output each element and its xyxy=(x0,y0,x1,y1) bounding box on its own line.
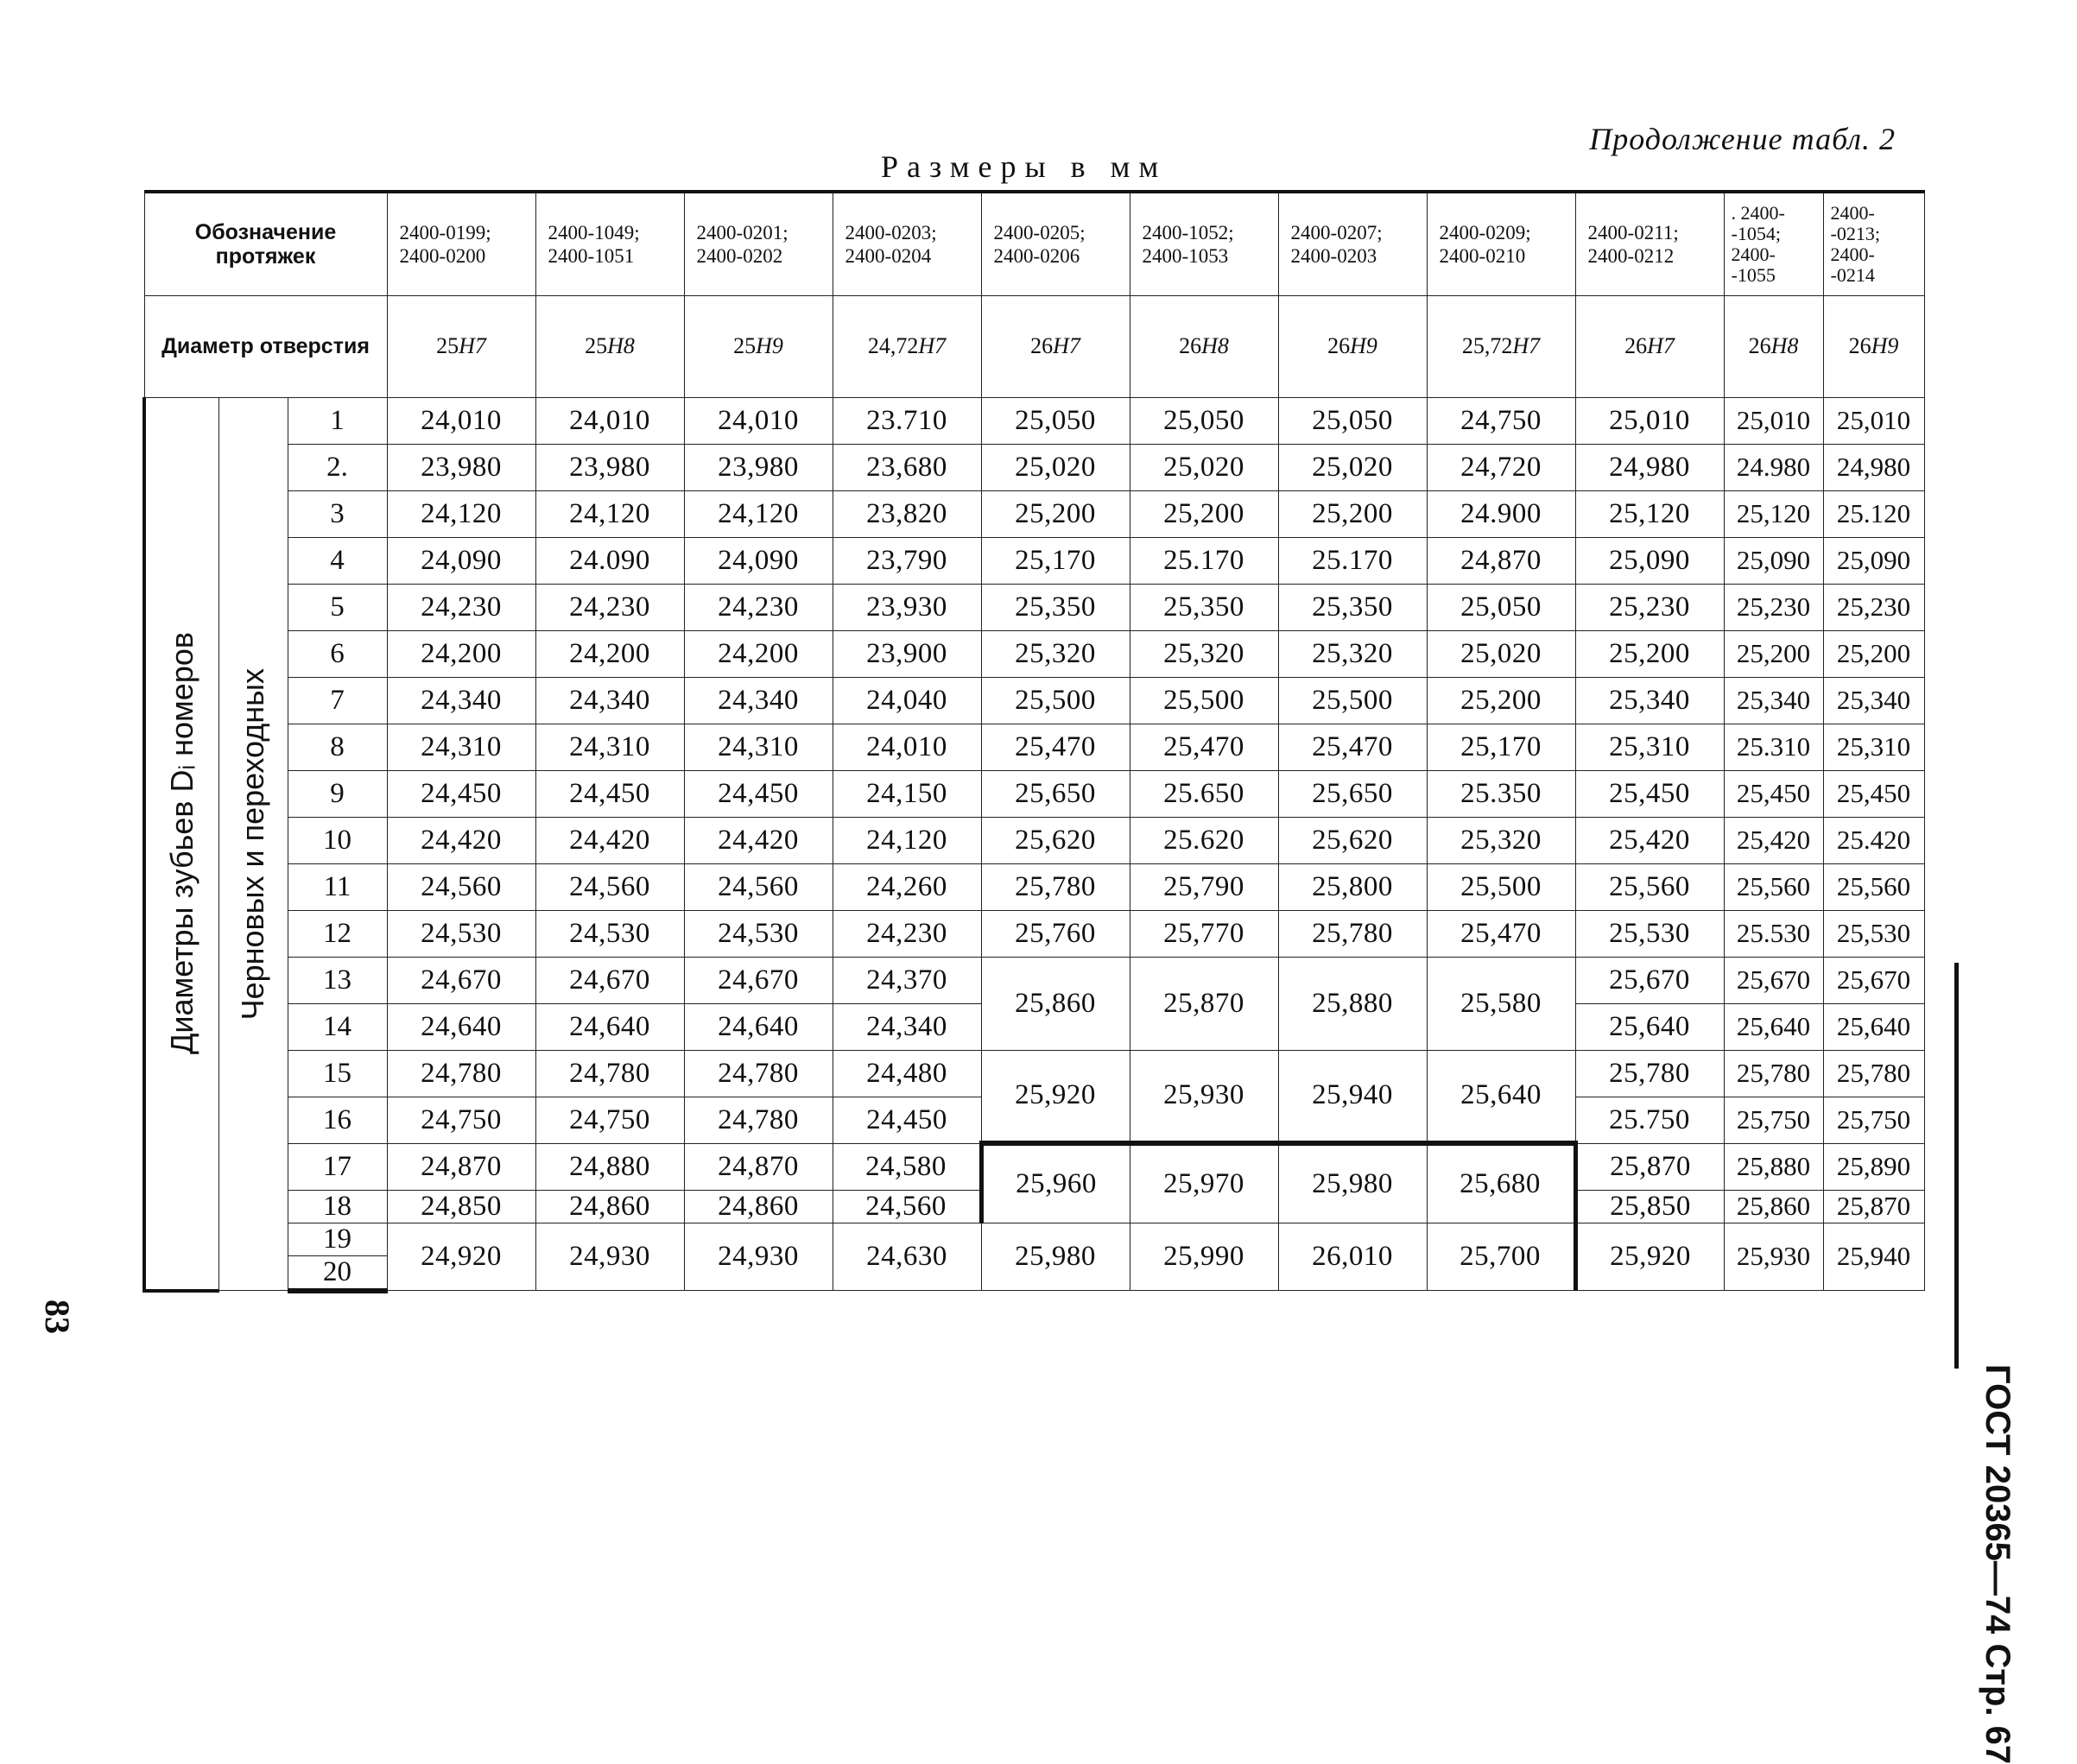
diameter-cell: 24,450 xyxy=(833,1097,981,1143)
tooth-number: 8 xyxy=(288,724,387,770)
hole-tolerance: 26H8 xyxy=(1724,295,1823,397)
diameter-cell-merged: 25,980 xyxy=(1278,1143,1427,1223)
diameter-cell: 25,340 xyxy=(1575,677,1724,724)
diameter-cell: 25,170 xyxy=(981,537,1130,584)
column-code: 2400- -0213; 2400- -0214 xyxy=(1823,192,1924,295)
group-label-outer xyxy=(144,397,218,1291)
diameter-cell: 24,560 xyxy=(535,863,684,910)
diameter-cell: 25,650 xyxy=(981,770,1130,817)
diameter-cell: 24,230 xyxy=(833,910,981,957)
diameter-cell: 25,470 xyxy=(981,724,1130,770)
table-row xyxy=(144,817,1924,863)
table-row xyxy=(144,1050,1924,1097)
tooth-number: 13 xyxy=(288,957,387,1003)
diameter-cell: 24,560 xyxy=(684,863,833,910)
diameter-cell: 25,940 xyxy=(1823,1223,1924,1291)
tooth-number: 11 xyxy=(288,863,387,910)
diameter-cell: 25,930 xyxy=(1724,1223,1823,1291)
diameter-cell: 25,010 xyxy=(1575,397,1724,444)
diameter-cell: 25,350 xyxy=(1278,584,1427,630)
diameter-cell: 24,480 xyxy=(833,1050,981,1097)
diameter-cell: 25.620 xyxy=(1130,817,1278,863)
diameter-cell: 25,120 xyxy=(1575,490,1724,537)
diameter-cell-merged: 25,640 xyxy=(1427,1050,1575,1143)
diameter-cell: 25,020 xyxy=(1278,444,1427,490)
dimensions-table xyxy=(142,190,1925,1293)
diameter-cell: 24,580 xyxy=(833,1143,981,1190)
diameter-cell: 24,090 xyxy=(387,537,535,584)
table-row xyxy=(144,724,1924,770)
table-body xyxy=(144,397,1924,1291)
diameter-cell: 25,780 xyxy=(1575,1050,1724,1097)
diameter-cell-merged: 25,970 xyxy=(1130,1143,1278,1223)
diameter-cell: 25,530 xyxy=(1823,910,1924,957)
diameter-cell: 24,450 xyxy=(535,770,684,817)
diameter-cell: 24,670 xyxy=(387,957,535,1003)
diameter-cell: 24,340 xyxy=(387,677,535,724)
diameter-cell: 24,120 xyxy=(833,817,981,863)
diameter-cell-merged: 25,960 xyxy=(981,1143,1130,1223)
column-code: 2400-0199; 2400-0200 xyxy=(387,192,535,295)
diameter-cell-merged: 25,870 xyxy=(1130,957,1278,1050)
diameter-cell: 24,920 xyxy=(387,1223,535,1291)
diameter-cell: 25,450 xyxy=(1823,770,1924,817)
diameter-cell: 25,780 xyxy=(1278,910,1427,957)
diameter-cell: 25,050 xyxy=(981,397,1130,444)
column-code: 2400-0205; 2400-0206 xyxy=(981,192,1130,295)
diameter-cell: 25,320 xyxy=(1130,630,1278,677)
table-row xyxy=(144,444,1924,490)
diameter-cell: 24,010 xyxy=(833,724,981,770)
diameter-cell: 25,760 xyxy=(981,910,1130,957)
diameter-cell: 24,200 xyxy=(535,630,684,677)
diameter-cell: 25,620 xyxy=(1278,817,1427,863)
diameter-cell: 24,120 xyxy=(387,490,535,537)
diameter-cell-merged: 25,700 xyxy=(1427,1223,1575,1291)
diameter-cell: 24,340 xyxy=(535,677,684,724)
hole-tolerance: 26H7 xyxy=(981,295,1130,397)
table-row xyxy=(144,490,1924,537)
table-row xyxy=(144,1143,1924,1190)
diameter-cell: 25,670 xyxy=(1823,957,1924,1003)
diameter-cell: 24,230 xyxy=(684,584,833,630)
diameter-cell: 24,260 xyxy=(833,863,981,910)
diameter-cell: 24,340 xyxy=(684,677,833,724)
diameter-cell-merged: 25,980 xyxy=(981,1223,1130,1291)
column-code: 2400-0211; 2400-0212 xyxy=(1575,192,1724,295)
diameter-cell: 25,640 xyxy=(1823,1003,1924,1050)
diameter-cell: 24,090 xyxy=(684,537,833,584)
diameter-cell: 24,370 xyxy=(833,957,981,1003)
column-code: 2400-0209; 2400-0210 xyxy=(1427,192,1575,295)
column-code: 2400-0207; 2400-0203 xyxy=(1278,192,1427,295)
diameter-cell: 25,320 xyxy=(1278,630,1427,677)
diameter-cell: 23.710 xyxy=(833,397,981,444)
diameter-cell: 25.170 xyxy=(1278,537,1427,584)
diameter-cell: 25.310 xyxy=(1724,724,1823,770)
diameter-cell: 24,230 xyxy=(387,584,535,630)
diameter-cell: 24,200 xyxy=(387,630,535,677)
diameter-cell-merged: 25,880 xyxy=(1278,957,1427,1050)
diameter-cell: 25,560 xyxy=(1823,863,1924,910)
diameter-cell-merged: 25,680 xyxy=(1427,1143,1575,1223)
diameter-cell: 25,500 xyxy=(1278,677,1427,724)
diameter-cell: 25,230 xyxy=(1575,584,1724,630)
tooth-number: 6 xyxy=(288,630,387,677)
diameter-cell: 24,640 xyxy=(684,1003,833,1050)
diameter-cell: 24,640 xyxy=(387,1003,535,1050)
diameter-cell: 25,200 xyxy=(1823,630,1924,677)
diameter-cell: 24,880 xyxy=(535,1143,684,1190)
hole-tolerance: 25H9 xyxy=(684,295,833,397)
diameter-cell: 25,650 xyxy=(1278,770,1427,817)
diameter-cell-merged: 25,940 xyxy=(1278,1050,1427,1143)
side-title-rule xyxy=(1954,963,1959,1369)
hole-tolerance: 26H9 xyxy=(1278,295,1427,397)
diameter-cell: 24,530 xyxy=(535,910,684,957)
diameter-cell: 24,780 xyxy=(387,1050,535,1097)
diameter-cell: 24,420 xyxy=(387,817,535,863)
diameter-cell: 25,200 xyxy=(1427,677,1575,724)
diameter-cell-merged: 26,010 xyxy=(1278,1223,1427,1291)
table-row xyxy=(144,630,1924,677)
column-code: 2400-0203; 2400-0204 xyxy=(833,192,981,295)
diameter-cell: 24,420 xyxy=(684,817,833,863)
diameter-row xyxy=(144,295,1924,397)
diameter-cell: 24,530 xyxy=(684,910,833,957)
diameter-cell: 25,350 xyxy=(1130,584,1278,630)
diameter-cell: 25,800 xyxy=(1278,863,1427,910)
diameter-cell: 24,010 xyxy=(535,397,684,444)
column-code: 2400-0201; 2400-0202 xyxy=(684,192,833,295)
diameter-cell: 24,780 xyxy=(684,1050,833,1097)
diameter-cell: 25,050 xyxy=(1427,584,1575,630)
diameter-cell: 25,670 xyxy=(1724,957,1823,1003)
diameter-cell: 25,470 xyxy=(1278,724,1427,770)
diameter-cell: 24,980 xyxy=(1575,444,1724,490)
diameter-cell: 24,310 xyxy=(684,724,833,770)
diameter-cell: 23,930 xyxy=(833,584,981,630)
diameter-cell: 24,780 xyxy=(535,1050,684,1097)
diameter-cell: 24,980 xyxy=(1823,444,1924,490)
diameter-cell: 25.170 xyxy=(1130,537,1278,584)
diameter-cell: 24,670 xyxy=(535,957,684,1003)
hole-tolerance: 26H8 xyxy=(1130,295,1278,397)
tooth-number: 7 xyxy=(288,677,387,724)
diameter-cell: 24,560 xyxy=(387,863,535,910)
diameter-cell: 24,120 xyxy=(535,490,684,537)
diameter-cell: 25,340 xyxy=(1823,677,1924,724)
diameter-cell: 25,200 xyxy=(1724,630,1823,677)
diameter-cell: 25,770 xyxy=(1130,910,1278,957)
table-row xyxy=(144,677,1924,724)
designation-row xyxy=(144,192,1924,295)
diameter-cell: 25,090 xyxy=(1724,537,1823,584)
table-row xyxy=(144,397,1924,444)
tooth-number: 19 xyxy=(288,1223,387,1255)
diameter-cell: 25,320 xyxy=(981,630,1130,677)
diameter-cell: 24,750 xyxy=(387,1097,535,1143)
diameter-cell: 25,750 xyxy=(1823,1097,1924,1143)
diameter-cell-merged: 25,920 xyxy=(981,1050,1130,1143)
diameter-cell: 25,170 xyxy=(1427,724,1575,770)
tooth-number: 3 xyxy=(288,490,387,537)
diameter-cell: 24,750 xyxy=(535,1097,684,1143)
hole-tolerance: 24,72H7 xyxy=(833,295,981,397)
diameter-cell: 25,420 xyxy=(1724,817,1823,863)
diameter-cell: 23,680 xyxy=(833,444,981,490)
diameter-cell-merged: 25,580 xyxy=(1427,957,1575,1050)
group-label-inner xyxy=(218,397,288,1291)
tooth-number: 12 xyxy=(288,910,387,957)
diameter-cell: 25,340 xyxy=(1724,677,1823,724)
diameter-cell: 25,200 xyxy=(1575,630,1724,677)
header-designation: Обозначение протяжек xyxy=(144,192,387,295)
diameter-cell: 23,980 xyxy=(535,444,684,490)
table-row xyxy=(144,1223,1924,1255)
diameter-cell: 25,090 xyxy=(1823,537,1924,584)
diameter-cell: 25,470 xyxy=(1427,910,1575,957)
diameter-cell: 24,750 xyxy=(1427,397,1575,444)
diameter-cell: 24,310 xyxy=(535,724,684,770)
diameter-cell: 24,720 xyxy=(1427,444,1575,490)
diameter-cell: 25,320 xyxy=(1427,817,1575,863)
tooth-number: 10 xyxy=(288,817,387,863)
diameter-cell: 25,870 xyxy=(1575,1143,1724,1190)
diameter-cell: 25,620 xyxy=(981,817,1130,863)
diameter-cell: 24,860 xyxy=(684,1190,833,1223)
group-outer-text: Диаметры зубьев Dᵢ номеров xyxy=(163,631,199,1054)
tooth-number: 16 xyxy=(288,1097,387,1143)
diameter-cell: 25,230 xyxy=(1823,584,1924,630)
diameter-cell: 25,880 xyxy=(1724,1143,1823,1190)
diameter-cell: 25,870 xyxy=(1823,1190,1924,1223)
diameter-cell: 23,980 xyxy=(684,444,833,490)
diameter-cell: 25.650 xyxy=(1130,770,1278,817)
diameter-cell: 25,020 xyxy=(1130,444,1278,490)
diameter-cell: 25,860 xyxy=(1724,1190,1823,1223)
diameter-cell: 25,780 xyxy=(1823,1050,1924,1097)
diameter-cell: 25,530 xyxy=(1575,910,1724,957)
diameter-cell: 25,780 xyxy=(1724,1050,1823,1097)
diameter-cell: 24,450 xyxy=(387,770,535,817)
side-title: ГОСТ 20365—74 Стр. 67 xyxy=(1979,1364,2017,1764)
diameter-cell: 24,870 xyxy=(684,1143,833,1190)
diameter-cell: 25,050 xyxy=(1278,397,1427,444)
hole-tolerance: 26H9 xyxy=(1823,295,1924,397)
tooth-number: 2. xyxy=(288,444,387,490)
diameter-cell: 24.900 xyxy=(1427,490,1575,537)
diameter-cell: 24,450 xyxy=(684,770,833,817)
diameter-cell: 25.420 xyxy=(1823,817,1924,863)
diameter-cell: 24,040 xyxy=(833,677,981,724)
diameter-cell: 25,890 xyxy=(1823,1143,1924,1190)
diameter-cell: 24,640 xyxy=(535,1003,684,1050)
diameter-cell: 24,010 xyxy=(684,397,833,444)
diameter-cell: 24,780 xyxy=(684,1097,833,1143)
hole-tolerance: 26H7 xyxy=(1575,295,1724,397)
diameter-cell-merged: 25,860 xyxy=(981,957,1130,1050)
diameter-cell: 23,820 xyxy=(833,490,981,537)
diameter-cell: 25,200 xyxy=(1278,490,1427,537)
tooth-number: 17 xyxy=(288,1143,387,1190)
tooth-number: 1 xyxy=(288,397,387,444)
diameter-cell: 25,310 xyxy=(1823,724,1924,770)
diameter-cell: 23,980 xyxy=(387,444,535,490)
page-number: 83 xyxy=(38,1299,77,1334)
tooth-number: 14 xyxy=(288,1003,387,1050)
tooth-number: 15 xyxy=(288,1050,387,1097)
diameter-cell: 24,150 xyxy=(833,770,981,817)
table-row xyxy=(144,584,1924,630)
diameter-cell: 24,630 xyxy=(833,1223,981,1291)
diameter-cell: 25,010 xyxy=(1823,397,1924,444)
diameter-cell: 23,900 xyxy=(833,630,981,677)
diameter-cell: 25,450 xyxy=(1575,770,1724,817)
diameter-cell: 24,870 xyxy=(387,1143,535,1190)
diameter-cell: 25,560 xyxy=(1575,863,1724,910)
tooth-number: 9 xyxy=(288,770,387,817)
diameter-cell: 24,120 xyxy=(684,490,833,537)
diameter-cell: 25,750 xyxy=(1724,1097,1823,1143)
diameter-cell: 24,530 xyxy=(387,910,535,957)
diameter-cell: 25,470 xyxy=(1130,724,1278,770)
diameter-cell: 24,310 xyxy=(387,724,535,770)
table-row xyxy=(144,910,1924,957)
diameter-cell: 24.090 xyxy=(535,537,684,584)
hole-tolerance: 25H8 xyxy=(535,295,684,397)
table-row xyxy=(144,863,1924,910)
diameter-cell: 25.750 xyxy=(1575,1097,1724,1143)
table-row xyxy=(144,537,1924,584)
diameter-cell: 25,020 xyxy=(981,444,1130,490)
diameter-cell: 25,230 xyxy=(1724,584,1823,630)
diameter-cell: 25,200 xyxy=(1130,490,1278,537)
diameter-cell: 24,340 xyxy=(833,1003,981,1050)
diameter-cell: 24,860 xyxy=(535,1190,684,1223)
diameter-cell: 25,200 xyxy=(981,490,1130,537)
tooth-number: 4 xyxy=(288,537,387,584)
diameter-cell: 25,050 xyxy=(1130,397,1278,444)
diameter-cell: 25,450 xyxy=(1724,770,1823,817)
diameter-cell: 25,560 xyxy=(1724,863,1823,910)
diameter-cell: 25,640 xyxy=(1724,1003,1823,1050)
diameter-cell: 24,870 xyxy=(1427,537,1575,584)
diameter-cell: 24,010 xyxy=(387,397,535,444)
diameter-cell: 25,500 xyxy=(1130,677,1278,724)
diameter-cell: 25.350 xyxy=(1427,770,1575,817)
hole-tolerance: 25,72H7 xyxy=(1427,295,1575,397)
diameter-cell: 25,780 xyxy=(981,863,1130,910)
diameter-cell: 25,500 xyxy=(1427,863,1575,910)
column-code: 2400-1052; 2400-1053 xyxy=(1130,192,1278,295)
diameter-cell: 25,090 xyxy=(1575,537,1724,584)
diameter-cell: 25,420 xyxy=(1575,817,1724,863)
diameter-cell: 24,200 xyxy=(684,630,833,677)
diameter-cell: 25,850 xyxy=(1575,1190,1724,1223)
tooth-number: 20 xyxy=(288,1255,387,1291)
diameter-cell: 25.120 xyxy=(1823,490,1924,537)
diameter-cell: 24,670 xyxy=(684,957,833,1003)
diameter-cell-merged: 25,930 xyxy=(1130,1050,1278,1143)
diameter-cell: 24,560 xyxy=(833,1190,981,1223)
diameter-cell: 25,790 xyxy=(1130,863,1278,910)
diameter-cell: 24,850 xyxy=(387,1190,535,1223)
diameter-cell: 25,020 xyxy=(1427,630,1575,677)
diameter-cell: 25.530 xyxy=(1724,910,1823,957)
tooth-number: 5 xyxy=(288,584,387,630)
column-code: 2400-1049; 2400-1051 xyxy=(535,192,684,295)
diameter-cell: 24.980 xyxy=(1724,444,1823,490)
diameter-cell: 24,230 xyxy=(535,584,684,630)
diameter-cell: 23,790 xyxy=(833,537,981,584)
diameter-cell: 25,670 xyxy=(1575,957,1724,1003)
diameter-cell: 25,350 xyxy=(981,584,1130,630)
group-inner-text: Черновых и переходных xyxy=(235,667,270,1020)
diameter-cell: 24,930 xyxy=(535,1223,684,1291)
tooth-number: 18 xyxy=(288,1190,387,1223)
diameter-cell: 25,920 xyxy=(1575,1223,1724,1291)
diameter-cell-merged: 25,990 xyxy=(1130,1223,1278,1291)
continuation-caption: Продолжение табл. 2 xyxy=(1589,122,1896,156)
header-diameter: Диаметр отверстия xyxy=(144,295,387,397)
column-code: . 2400- -1054; 2400- -1055 xyxy=(1724,192,1823,295)
table-row xyxy=(144,957,1924,1003)
diameter-cell: 25,120 xyxy=(1724,490,1823,537)
diameter-cell: 25,500 xyxy=(981,677,1130,724)
diameter-cell: 24,420 xyxy=(535,817,684,863)
diameter-cell: 25,310 xyxy=(1575,724,1724,770)
table-row xyxy=(144,770,1924,817)
diameter-cell: 24,930 xyxy=(684,1223,833,1291)
units-caption: Размеры в мм xyxy=(881,149,1168,184)
diameter-cell: 25,010 xyxy=(1724,397,1823,444)
diameter-cell: 25,640 xyxy=(1575,1003,1724,1050)
hole-tolerance: 25H7 xyxy=(387,295,535,397)
